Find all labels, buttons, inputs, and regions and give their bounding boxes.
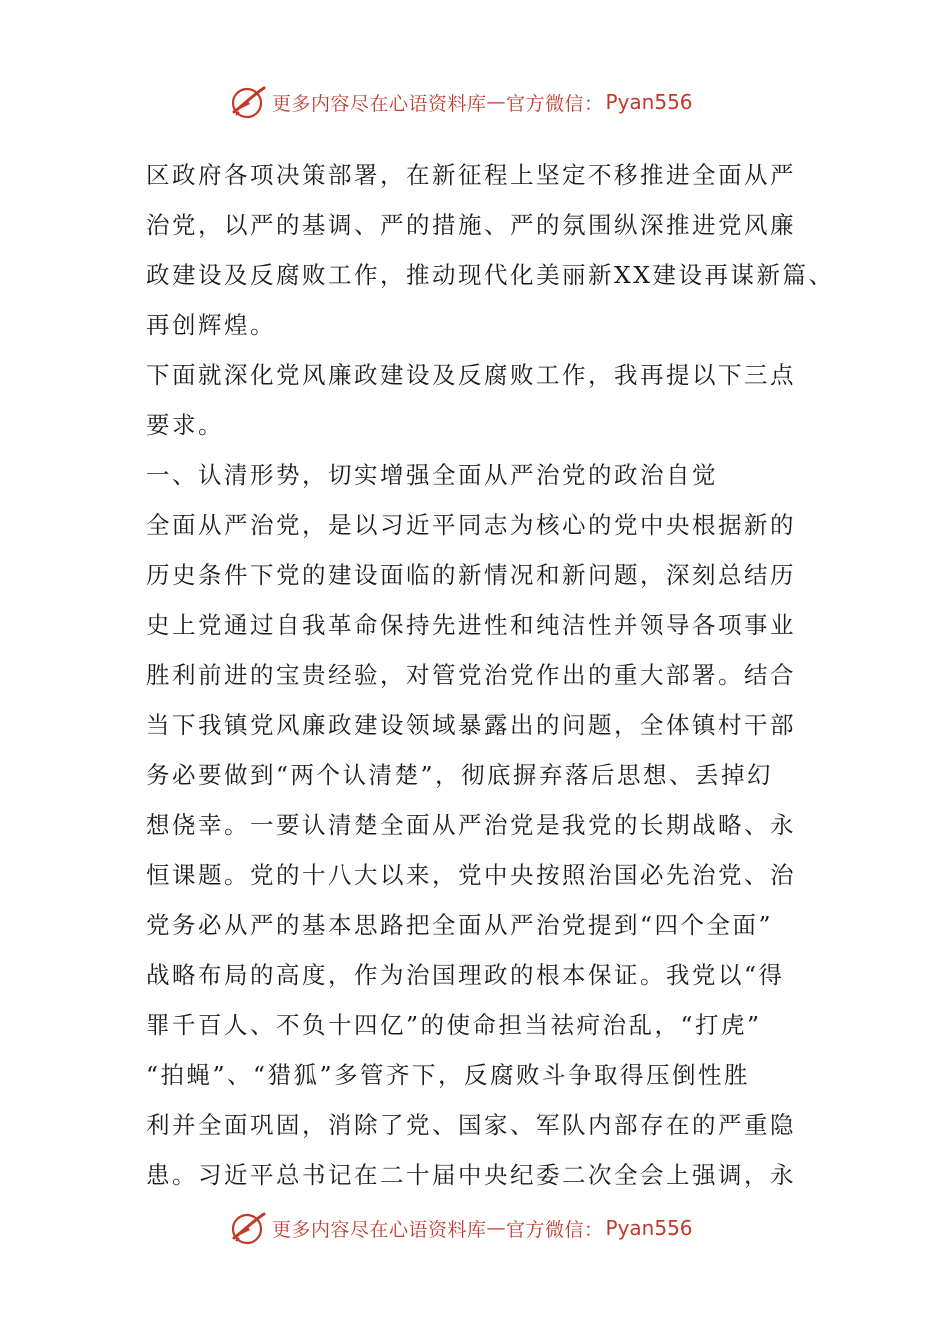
body-line: 胜利前进的宝贵经验，对管党治党作出的重大部署。结合 xyxy=(146,661,796,689)
body-line: 战略布局的高度，作为治国理政的根本保证。我党以“得 xyxy=(146,961,785,989)
body-line: 罪千百人、不负十四亿”的使命担当祛疴治乱，“打虎” xyxy=(146,1011,762,1039)
header-wechat-label: 官方微信： xyxy=(506,92,604,115)
body-line: 再创辉煌。 xyxy=(146,311,276,339)
pen-circle-logo-icon xyxy=(228,82,268,122)
body-line: 史上党通过自我革命保持先进性和纯洁性并领导各项事业 xyxy=(146,611,796,639)
body-line: “拍蝇”、“猎狐”多管齐下，反腐败斗争取得压倒性胜 xyxy=(146,1061,751,1089)
footer-banner xyxy=(228,1208,693,1248)
footer-banner-text: 更多内容尽在心语资料库 xyxy=(272,1218,487,1241)
header-wechat-id: Pyan556 xyxy=(605,90,693,114)
pen-circle-logo-icon xyxy=(228,1208,268,1248)
body-line: 全面从严治党，是以习近平同志为核心的党中央根据新的 xyxy=(146,511,796,539)
header-dash: — xyxy=(486,91,507,113)
header-banner-text: 更多内容尽在心语资料库 xyxy=(272,92,487,115)
footer-wechat-id: Pyan556 xyxy=(605,1216,693,1240)
body-line: 当下我镇党风廉政建设领域暴露出的问题，全体镇村干部 xyxy=(146,711,796,739)
body-line: 想侥幸。一要认清楚全面从严治党是我党的长期战略、永 xyxy=(146,811,796,839)
body-line: 政建设及反腐败工作，推动现代化美丽新XX建设再谋新篇、 xyxy=(146,261,835,289)
body-line: 治党，以严的基调、严的措施、严的氛围纵深推进党风廉 xyxy=(146,211,796,239)
body-line: 党务必从严的基本思路把全面从严治党提到“四个全面” xyxy=(146,911,774,939)
body-line: 下面就深化党风廉政建设及反腐败工作，我再提以下三点 xyxy=(146,361,796,389)
body-line: 恒课题。党的十八大以来，党中央按照治国必先治党、治 xyxy=(146,861,796,889)
body-line: 利并全面巩固，消除了党、国家、军队内部存在的严重隐 xyxy=(146,1111,796,1139)
body-line: 要求。 xyxy=(146,411,224,439)
body-text xyxy=(146,150,835,1200)
body-line: 患。习近平总书记在二十届中央纪委二次全会上强调，永 xyxy=(146,1161,796,1189)
body-line: 务必要做到“两个认清楚”，彻底摒弃落后思想、丢掉幻 xyxy=(146,761,774,789)
body-line: 历史条件下党的建设面临的新情况和新问题，深刻总结历 xyxy=(146,561,796,589)
footer-dash: — xyxy=(486,1217,507,1239)
body-line: 区政府各项决策部署，在新征程上坚定不移推进全面从严 xyxy=(146,161,796,189)
header-banner xyxy=(228,82,693,122)
section-heading: 一、认清形势，切实增强全面从严治党的政治自觉 xyxy=(146,461,718,489)
footer-wechat-label: 官方微信： xyxy=(506,1218,604,1241)
